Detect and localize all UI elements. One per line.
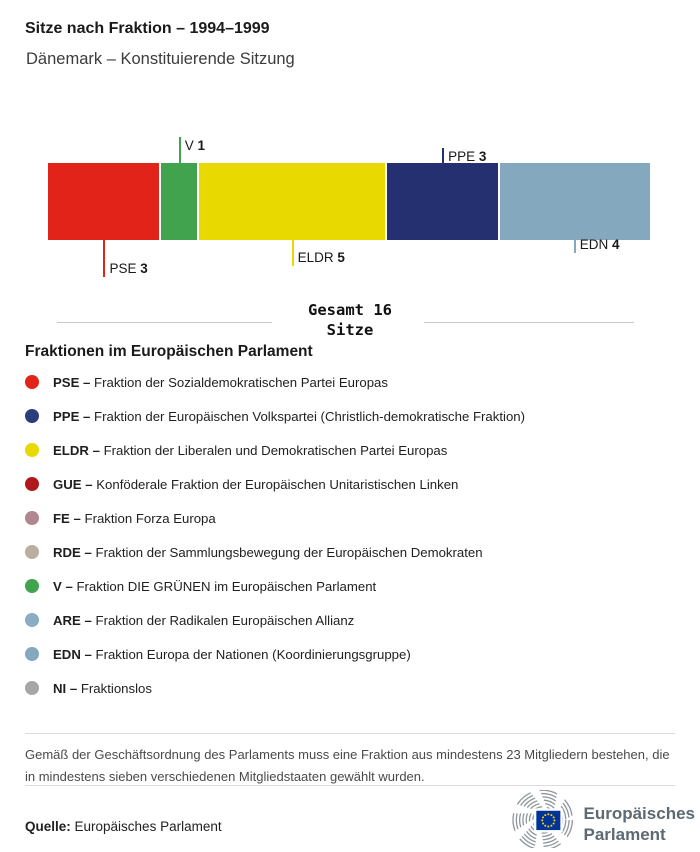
total-seats-line2: Sitze (326, 321, 374, 339)
footer-divider-bottom (25, 785, 675, 786)
legend-item-V (25, 569, 685, 603)
logo-text-line2: Parlament (583, 825, 666, 844)
legend-dot-GUE (25, 477, 39, 491)
bar-segment-V (161, 163, 199, 240)
logo-text (584, 790, 696, 845)
legend-dot-PPE (25, 409, 39, 423)
bar-label-PSE: PSE 3 (109, 261, 148, 276)
legend-dot-ARE (25, 613, 39, 627)
legend-item-GUE (25, 467, 685, 501)
legend-item-RDE (25, 535, 685, 569)
bar-segment-PPE (387, 163, 500, 240)
logo-text-line1: Europäisches (583, 804, 695, 823)
bar-label-ELDR: ELDR 5 (297, 250, 345, 265)
legend-heading: Fraktionen im Europäischen Parlament (25, 343, 313, 360)
footer-divider-top (25, 733, 675, 734)
bar-segment-PSE (48, 163, 161, 240)
legend-item-NI (25, 671, 685, 705)
legend-dot-NI (25, 681, 39, 695)
footnote: Gemäß der Geschäftsordnung des Parlaments muss eine Fraktion aus mindestens 23 Mitgliedern bestehen, die in mindestens sieben verschiedenen Mitgliedstaaten gewählt wurden. (25, 747, 670, 784)
bar-label-EDN: EDN 4 (579, 237, 620, 252)
seat-bar (48, 163, 650, 240)
bar-segment-EDN (500, 163, 651, 240)
legend-label-V: V – Fraktion DIE GRÜNEN im Europäischen Parlament (53, 578, 377, 594)
legend-item-ELDR (25, 433, 685, 467)
legend-item-ARE (25, 603, 685, 637)
bar-label-V: V 1 (184, 138, 205, 153)
eu-flag-icon (535, 810, 561, 832)
legend-label-ARE: ARE – Fraktion der Radikalen Europäischen Allianz (53, 612, 355, 628)
legend-label-ELDR: ELDR – Fraktion der Liberalen und Demokratischen Partei Europas (53, 442, 448, 458)
legend-label-GUE: GUE – Konföderale Fraktion der Europäischen Unitaristischen Linken (53, 476, 459, 492)
leader-line-PPE (442, 148, 444, 163)
leader-line-EDN (574, 240, 576, 253)
legend-item-PSE (25, 365, 685, 399)
page-subtitle: Dänemark – Konstituierende Sitzung (26, 50, 295, 68)
legend-item-PPE (25, 399, 685, 433)
source-value: Europäisches Parlament (70, 819, 222, 834)
legend-dot-ELDR (25, 443, 39, 457)
source-label: Quelle: (25, 819, 71, 834)
legend-dot-PSE (25, 375, 39, 389)
leader-line-V (179, 137, 181, 163)
parliament-hemicycle-icon (505, 790, 579, 848)
legend-label-FE: FE – Fraktion Forza Europa (53, 510, 216, 526)
axis-line-right (424, 322, 634, 323)
legend-dot-RDE (25, 545, 39, 559)
source-line (25, 819, 222, 834)
axis-line-left (57, 322, 272, 323)
legend-label-EDN: EDN – Fraktion Europa der Nationen (Koordinierungsgruppe) (53, 646, 411, 662)
legend-label-PPE: PPE – Fraktion der Europäischen Volkspartei (Christlich-demokratische Fraktion) (53, 408, 526, 424)
bar-label-PPE: PPE 3 (448, 149, 487, 164)
page-title: Sitze nach Fraktion – 1994–1999 (25, 20, 270, 37)
european-parliament-logo (505, 790, 695, 850)
legend-label-PSE: PSE – Fraktion der Sozialdemokratischen Partei Europas (53, 374, 388, 390)
legend-list (25, 365, 685, 705)
legend-item-FE (25, 501, 685, 535)
leader-line-ELDR (292, 240, 294, 266)
bar-segment-ELDR (199, 163, 387, 240)
legend-label-RDE: RDE – Fraktion der Sammlungsbewegung der Europäischen Demokraten (53, 544, 483, 560)
chart-area (0, 130, 700, 296)
legend-item-EDN (25, 637, 685, 671)
legend-dot-FE (25, 511, 39, 525)
total-block (0, 300, 700, 344)
legend-dot-EDN (25, 647, 39, 661)
legend-dot-V (25, 579, 39, 593)
leader-line-PSE (103, 240, 105, 277)
total-seats-line1: Gesamt 16 (308, 301, 392, 319)
legend-label-NI: NI – Fraktionslos (53, 680, 152, 696)
